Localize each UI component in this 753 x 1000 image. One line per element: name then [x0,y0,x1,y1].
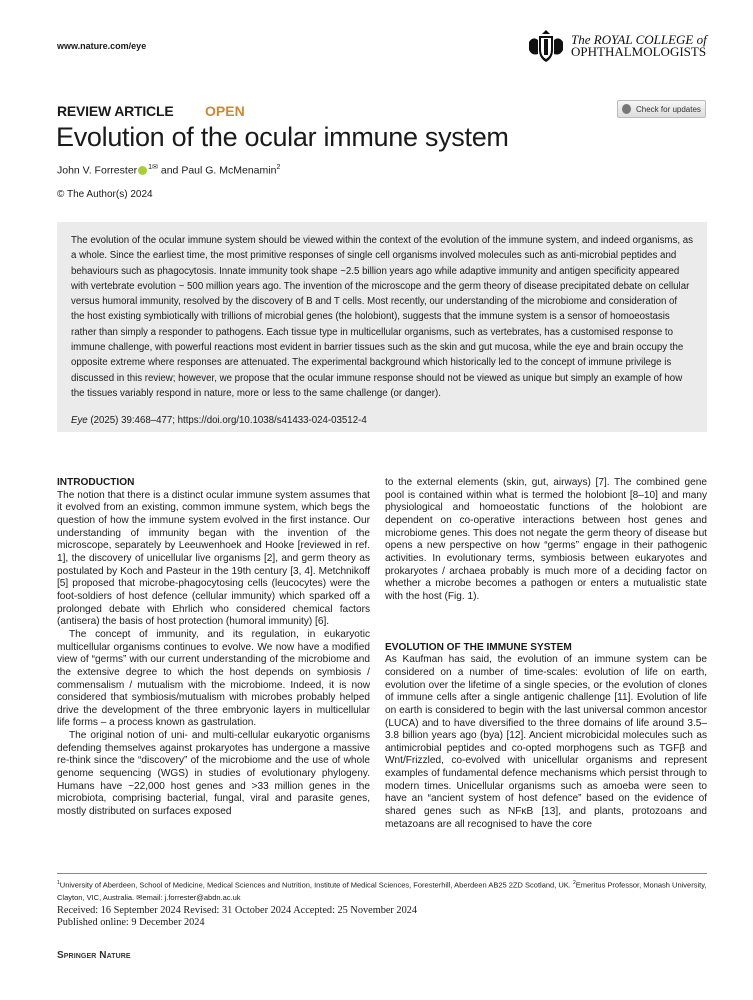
abstract-box [57,222,707,432]
copyright: © The Author(s) 2024 [57,189,153,200]
publisher-logo: Springer Nature [57,950,131,961]
affiliation-marker: 1 [148,164,153,171]
left-column [57,477,370,819]
check-for-updates-button[interactable] [617,100,706,118]
affiliation-1: University of Aberdeen, School of Medicine, Medical Sciences and Nutrition, Institute of Medical Sciences, Foresterhill, Aberdeen AB25 2ZD Scotland, UK. [59,880,573,890]
journal-url[interactable]: www.nature.com/eye [57,41,147,51]
published-online: Published online: 9 December 2024 [57,917,205,928]
article-dates [57,905,417,929]
paragraph: to the external elements (skin, gut, airways) [7]. The combined gene pool is contained within what is termed the holobiont [8–10] and many physiological and homoeostatic functions of the holobiont are dependent on co-operative interactions between host genes and microbiome genes. This does not negate the germ theory of disease but opens a new perspective on how “germs” engage in their pathogenic activities. In evolutionary terms, symbiosis between eukaryotes and prokaryotes / archaea probably is much more of a deciding factor on whether a microbe becomes a pathogen or enters a mutualistic state with the host (Fig. 1). [385,477,707,602]
society-logo [527,28,707,64]
citation-doi[interactable]: (2025) 39:468–477; https://doi.org/10.1038/s41433-024-03512-4 [87,415,367,427]
right-column [385,477,707,831]
citation [71,413,693,428]
affiliation-marker: 2 [276,164,281,171]
affiliation-marker: 2 [572,880,576,886]
crest-icon [527,28,565,64]
author-name[interactable]: Paul G. McMenamin [181,164,277,177]
author-list [57,163,280,177]
bookmark-icon [622,104,631,114]
corresponding-email[interactable]: ✉email: j.forrester@abdn.ac.uk [136,892,241,902]
footnote-divider [57,873,707,874]
author-name[interactable]: John V. Forrester [57,164,138,177]
paragraph: The original notion of uni- and multi-cellular eukaryotic organisms defending themselves against prokaryotes has undergone a massive re-think since the “discovery” of the microbiome and the use of whole genome sequencing (WGS) in studies of evolutionary phylogeny. Humans have ~22,000 host genes and >33 million genes in the microbiota, comprising bacterial, fungal, viral and parasite genes, mostly distributed on surfaces exposed [57,730,370,818]
check-for-updates-label: Check for updates [636,104,701,114]
paragraph: As Kaufman has said, the evolution of an immune system can be considered on a number of time-scales: evolution of life on earth, evolution over the lifetime of a single species, or the evolution of clones of immune cells after a single antigenic challenge [11]. Evolution of life on earth is considered to begin with the last universal common ancestor (LUCA) and to have diversified to the three domains of life around 3.5–3.8 billion years ago (bya) [12]. Ancient microbicidal molecules such as antimicrobial peptides and co-opted morphogens such as TGFβ and Wnt/Frizzled, co-evolved with unicellular organisms and represent examples of fundamental defence mechanisms which persist through to modern times. Unicellular organisms such as amoeba were seen to have an “ancient system of host defence” based on the evidence of shared genes such as NFκB [13], and plants, protozoans and metazoans are all recognised to have the core [385,654,707,830]
received-revised-accepted: Received: 16 September 2024 Revised: 31 October 2024 Accepted: 25 November 2024 [57,905,418,916]
section-heading-evolution: EVOLUTION OF THE IMMUNE SYSTEM [385,641,572,653]
section-heading-introduction: INTRODUCTION [57,477,135,488]
article-title: Evolution of the ocular immune system [56,122,509,152]
affiliation-marker: 1 [57,880,60,886]
paragraph: The notion that there is a distinct ocular immune system assumes that it evolved from an existing, common immune system, which begs the question of how the immune system evolved in the first instance. Our understanding of immunity began with the invention of the microscope, separately by Leeuwenhoek and Hooke [reviewed in ref. 1], the discovery of unicellular live organisms [2], and germ theory as postulated by Koch and Pasteur in the 19th century [3, 4]. Metchnikoff [5] proposed that microbe-phagocytosing cells (leucocytes) were the foot-soldiers of host defence (cellular immunity) which sparked off a prolonged debate with Ehrlich who considered chemical factors (antisera) the basis of host protection (humoral immunity) [6]. [57,489,370,628]
society-name-line1: The ROYAL COLLEGE of [571,32,707,47]
society-name-line2: OPHTHALMOLOGISTS [571,44,707,59]
paragraph: The concept of immunity, and its regulation, in eukaryotic multicellular organisms continues to evolve. We now have a modified view of “germs” with our current understanding of the microbiome and the extensive degree to which the host depends on symbiosis / commensalism / mutualism with the microbiome. Indeed, it is now considered that symbiosis/mutualism with microbes probably helped drive the development of the three embryonic layers in multicellular life forms – a process known as gastrulation. [57,628,370,729]
abstract-text: The evolution of the ocular immune system should be viewed within the context of the evolution of the immune system, and indeed organisms, as a whole. Since the earliest time, the most primitive responses of single cell organisms involved molecules such as anti-microbial peptides and behaviours such as phagocytosis. Innate immunity took shape ~2.5 billion years ago while adaptive immunity and antigen specificity appeared with vertebrate evolution ~ 500 million years ago. The invention of the microscope and the germ theory of disease precipitated debate on cellular versus humoral immunity, resolved by the discovery of B and T cells. Most recently, our understanding of the microbiome and consideration of the host existing symbiotically with trillions of microbial genes (the holobiont), suggests that the immune system is a sensor of homoeostasis rather than simply a responder to pathogens. Each tissue type in multicellular organisms, such as vertebrates, has a customised response to immune challenge, with powerful reactions most evident in barrier tissues such as the skin and gut mucosa, while the eye and brain occupy the opposite extreme where responses are attenuated. The experimental background which historically led to the concept of immune privilege is discussed in this review; however, we propose that the ocular immune response should not be viewed as unique but simply an example of how the tissues variably respond in nature, more or less to the same challenge (or danger). [71,235,693,399]
affiliations [57,877,717,904]
email-icon[interactable]: ✉ [152,164,158,171]
orcid-icon[interactable] [138,166,147,175]
open-access-badge: OPEN [205,103,245,119]
author-conjunction: and [160,164,179,177]
article-type: REVIEW ARTICLE [57,103,174,119]
affiliation-2: Emeritus Professor, Monash University, Clayton, VIC, Australia. [57,880,707,902]
journal-name: Eye [71,415,88,427]
